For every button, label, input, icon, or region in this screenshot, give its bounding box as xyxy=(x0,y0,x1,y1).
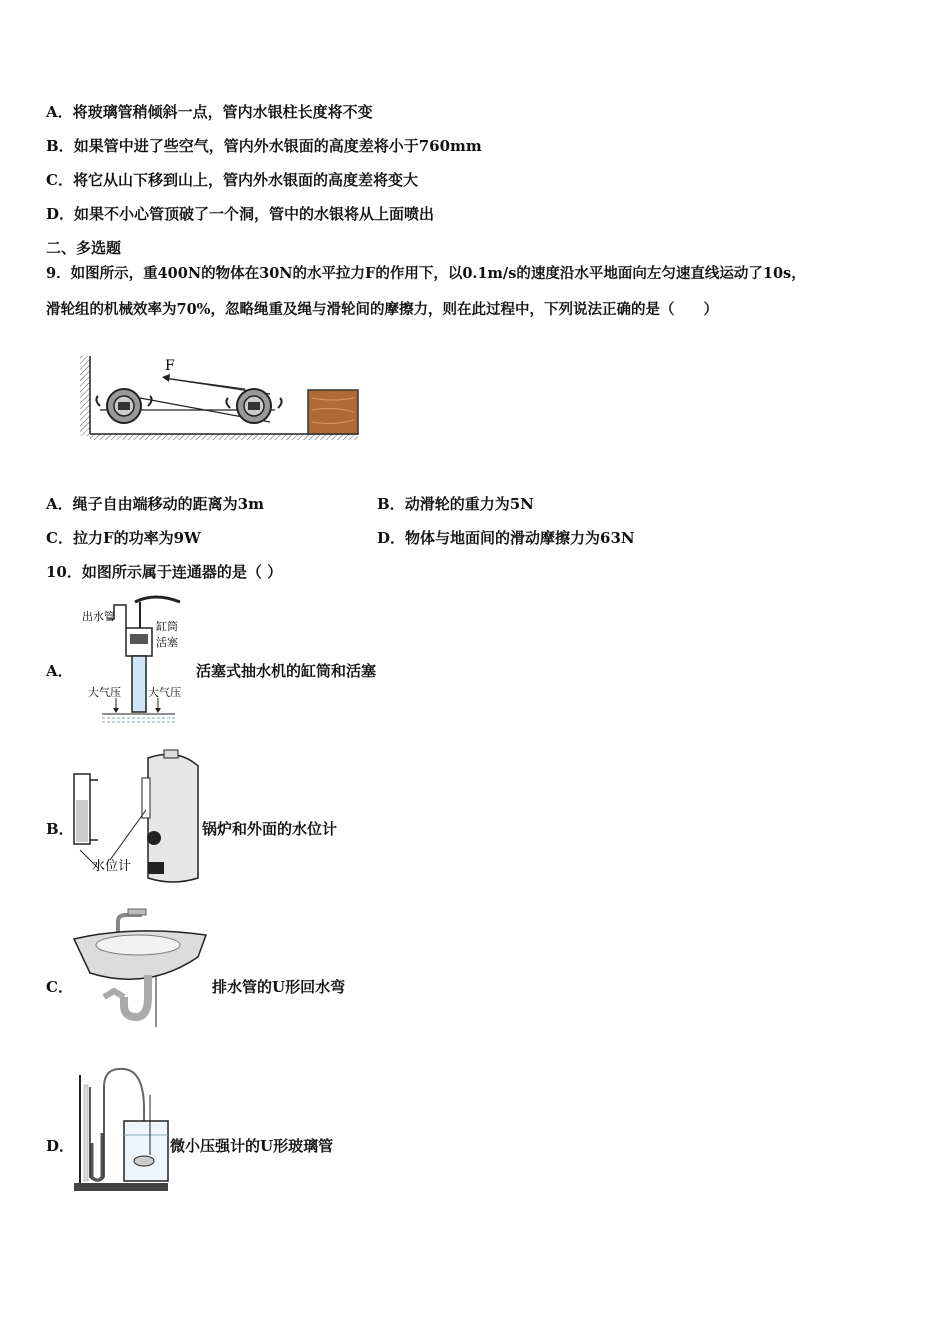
q10-option-d-letter: D． xyxy=(46,1137,75,1155)
label-piston: 活塞 xyxy=(156,636,178,649)
option-a-prev xyxy=(46,102,373,122)
q9-stem-line1: 9．如图所示，重400N的物体在30N的水平拉力F的作用下，以0.1m/s的速度沿水平地面向左匀速直线运动了10s， xyxy=(46,265,806,282)
option-text: 拉力F的功率为9W xyxy=(72,529,201,547)
label-cylinder: 缸筒 xyxy=(156,620,178,633)
q9-stem-line2: 滑轮组的机械效率为70%，忽略绳重及绳与滑轮间的摩擦力，则在此过程中，下列说法正确的是（ ） xyxy=(46,301,718,318)
option-text: 将它从山下移到山上，管内外水银面的高度差将变大 xyxy=(72,171,418,189)
label-outlet: 出水管 xyxy=(82,610,115,623)
q10-option-c-caption: 排水管的U形回水弯 xyxy=(212,978,346,996)
wall xyxy=(80,356,90,436)
q10-stem: 10．如图所示属于连通器的是（ ） xyxy=(46,563,283,581)
option-text: 物体与地面间的滑动摩擦力为63N xyxy=(405,529,635,547)
force-arrowhead xyxy=(162,374,170,382)
option-text: 将玻璃管稍倾斜一点，管内水银柱长度将不变 xyxy=(72,103,373,121)
option-letter: B． xyxy=(377,495,405,513)
pulley-figure xyxy=(80,352,370,442)
option-text: 如果管中进了些空气，管内外水银面的高度差将小于760mm xyxy=(73,137,482,155)
option-b-prev xyxy=(46,136,482,156)
pump-tube xyxy=(132,656,146,712)
q10-option-a-letter: A． xyxy=(46,662,73,680)
wooden-block xyxy=(308,390,358,434)
manometer-figure xyxy=(72,1065,172,1195)
option-letter: C． xyxy=(46,171,73,189)
u-trap xyxy=(124,975,148,1017)
sink-figure xyxy=(72,905,210,1030)
q10-option-b-letter: B． xyxy=(46,820,74,838)
q10-option-a-caption: 活塞式抽水机的缸筒和活塞 xyxy=(196,662,377,680)
boiler-figure xyxy=(68,750,208,885)
section-title: 二、多选题 xyxy=(46,239,122,257)
option-text: 绳子自由端移动的距离为3m xyxy=(72,495,264,513)
q9-option-b xyxy=(377,494,534,514)
q10-option-c-letter: C． xyxy=(46,978,73,996)
option-letter: A． xyxy=(46,495,73,513)
q9-option-d xyxy=(377,528,635,548)
piston-pump-figure xyxy=(80,590,190,730)
q9-option-a xyxy=(46,494,264,514)
label-atm-right: 大气压 xyxy=(148,686,181,699)
option-letter: B． xyxy=(46,137,74,155)
label-atm-left: 大气压 xyxy=(88,686,121,699)
stand-base xyxy=(74,1183,168,1191)
option-letter: C． xyxy=(46,529,73,547)
fixed-pulley xyxy=(96,389,151,423)
force-line xyxy=(164,378,245,389)
q10-option-b-caption: 锅炉和外面的水位计 xyxy=(202,820,338,838)
movable-pulley xyxy=(226,389,281,423)
option-d-prev xyxy=(46,204,434,224)
label-gauge: 水位计 xyxy=(92,859,132,874)
q10-option-d-caption: 微小压强计的U形玻璃管 xyxy=(170,1137,334,1155)
option-letter: D． xyxy=(377,529,406,547)
option-text: 如果不小心管顶破了一个洞，管中的水银将从上面喷出 xyxy=(74,205,435,223)
q9-option-c xyxy=(46,528,201,548)
option-text: 动滑轮的重力为5N xyxy=(404,495,534,513)
beaker xyxy=(124,1121,168,1181)
option-letter: D． xyxy=(46,205,75,223)
option-letter: A． xyxy=(46,103,73,121)
option-c-prev xyxy=(46,170,418,190)
force-label: F xyxy=(165,358,175,374)
ground xyxy=(90,434,358,440)
